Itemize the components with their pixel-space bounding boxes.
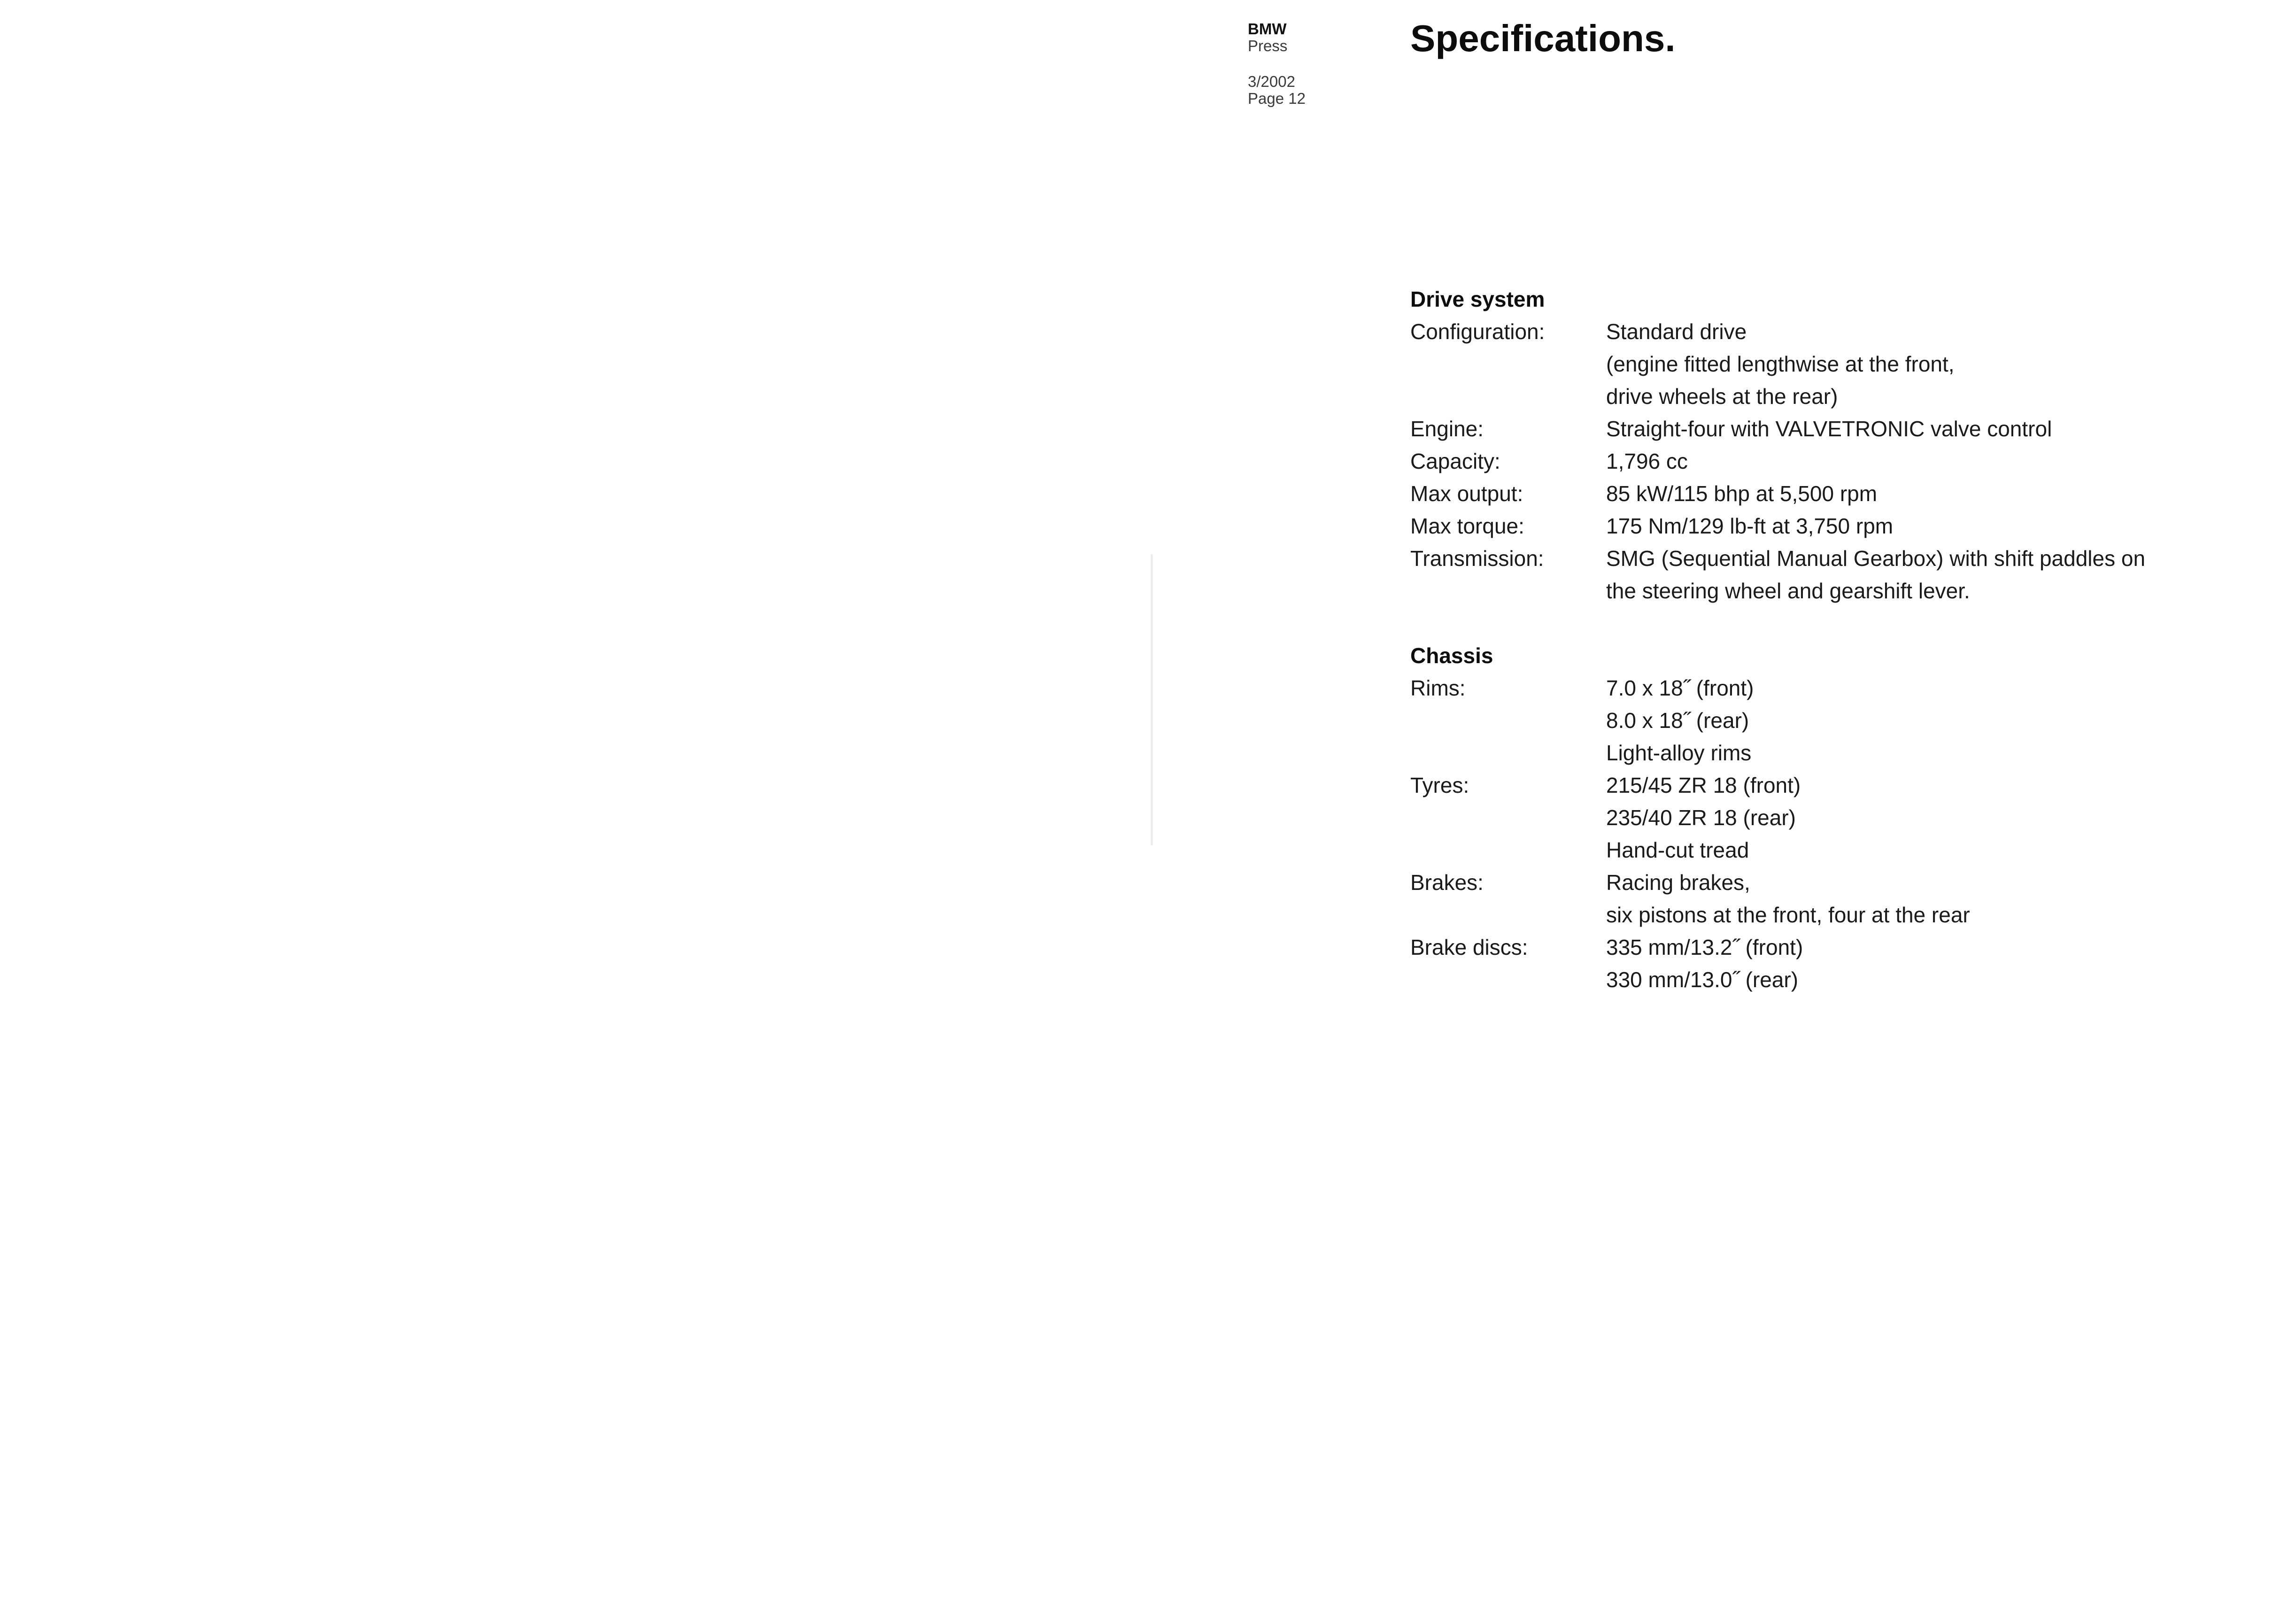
spec-values (1606, 672, 2209, 769)
spec-value-line: 215/45 ZR 18 (front) (1606, 773, 1801, 797)
spec-label: Configuration: (1410, 319, 1545, 344)
spec-label: Rims: (1410, 676, 1466, 700)
spec-row (1410, 478, 2209, 510)
spec-value-line: the steering wheel and gearshift lever. (1606, 579, 1970, 603)
press-date: 3/2002 (1248, 73, 1295, 90)
spec-label: Max torque: (1410, 514, 1524, 538)
page-title: Specifications. (1410, 17, 1676, 59)
spec-row (1410, 931, 2209, 996)
spec-value-line: 85 kW/115 bhp at 5,500 rpm (1606, 481, 1878, 506)
spec-values (1606, 866, 2209, 931)
spec-values (1606, 510, 2209, 542)
spec-values (1606, 413, 2209, 445)
spec-section (1410, 640, 2209, 996)
spec-value-line: six pistons at the front, four at the rear (1606, 903, 1970, 927)
spec-row (1410, 866, 2209, 931)
spec-row (1410, 672, 2209, 769)
press-page-number: Page 12 (1248, 90, 1306, 107)
spec-value-line: 8.0 x 18˝ (rear) (1606, 708, 1749, 733)
spec-values (1606, 478, 2209, 510)
spec-values (1606, 769, 2209, 866)
spec-row (1410, 510, 2209, 542)
page-fold-shadow (1150, 554, 1153, 845)
spec-value-line: Racing brakes, (1606, 870, 1750, 895)
press-label: Press (1248, 37, 1288, 54)
spec-row (1410, 769, 2209, 866)
spec-label: Brake discs: (1410, 935, 1528, 959)
section-heading: Drive system (1410, 287, 1545, 311)
section-spacer (1410, 607, 2209, 640)
spec-value-line: SMG (Sequential Manual Gearbox) with shift paddles on (1606, 546, 2146, 571)
spec-values (1606, 316, 2209, 413)
spec-value-line: 335 mm/13.2˝ (front) (1606, 935, 1803, 959)
press-header (1248, 21, 1306, 107)
spec-row (1410, 542, 2209, 607)
spec-value-line: 7.0 x 18˝ (front) (1606, 676, 1754, 700)
spec-label: Transmission: (1410, 546, 1544, 571)
spec-row (1410, 445, 2209, 478)
spec-value-line: 1,796 cc (1606, 449, 1688, 473)
spec-values (1606, 445, 2209, 478)
press-spacer (1248, 54, 1306, 73)
spec-label: Engine: (1410, 417, 1484, 441)
spec-label: Capacity: (1410, 449, 1500, 473)
press-brand: BMW (1248, 20, 1287, 38)
spec-value-line: Straight-four with VALVETRONIC valve control (1606, 417, 2052, 441)
spec-value-line: 175 Nm/129 lb-ft at 3,750 rpm (1606, 514, 1894, 538)
spec-value-line: Hand-cut tread (1606, 838, 1749, 862)
spec-value-line: Light-alloy rims (1606, 741, 1752, 765)
spec-label: Max output: (1410, 481, 1523, 506)
spec-values (1606, 931, 2209, 996)
spec-row (1410, 316, 2209, 413)
spec-value-line: Standard drive (1606, 319, 1747, 344)
spec-row (1410, 413, 2209, 445)
spec-section (1410, 283, 2209, 607)
spec-value-line: (engine fitted lengthwise at the front, (1606, 352, 1955, 376)
spec-value-line: 235/40 ZR 18 (rear) (1606, 805, 1796, 830)
specifications-list (1410, 283, 2209, 996)
section-heading: Chassis (1410, 643, 1493, 668)
spec-label: Tyres: (1410, 773, 1469, 797)
spec-value-line: drive wheels at the rear) (1606, 384, 1838, 409)
spec-values (1606, 542, 2209, 607)
spec-value-line: 330 mm/13.0˝ (rear) (1606, 967, 1799, 992)
spec-label: Brakes: (1410, 870, 1484, 895)
